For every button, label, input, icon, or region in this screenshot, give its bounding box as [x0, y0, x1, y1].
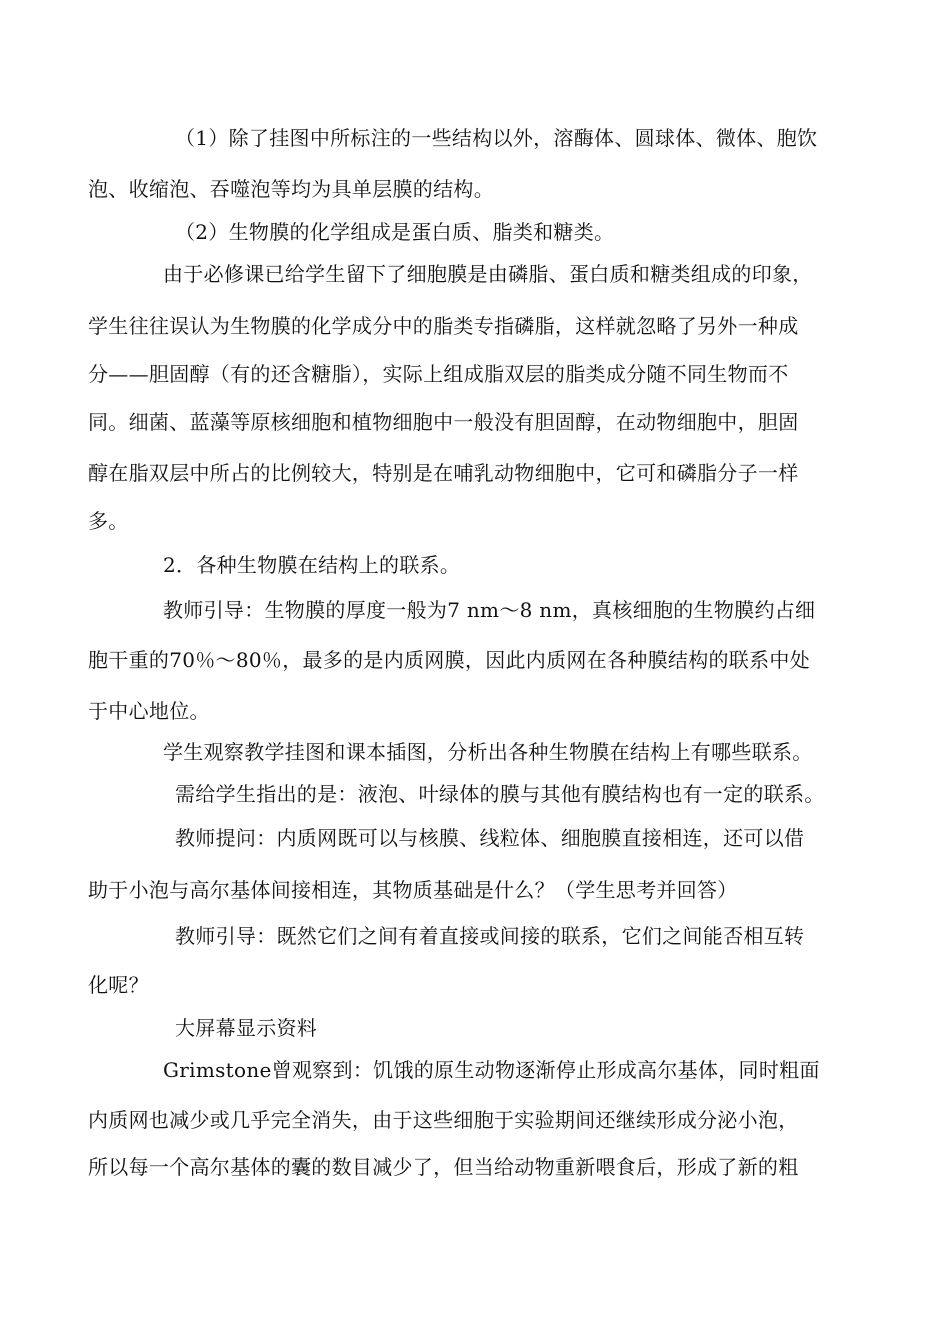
text-line: 泡、收缩泡、吞噬泡等均为具单层膜的结构。 — [88, 177, 494, 201]
text-line: 分——胆固醇（有的还含糖脂），实际上组成脂双层的脂类成分随不同生物而不 — [88, 362, 789, 386]
text-line: 2．各种生物膜在结构上的联系。 — [163, 553, 461, 577]
text-line: Grimstone曾观察到：饥饿的原生动物逐渐停止形成高尔基体，同时粗面 — [163, 1058, 820, 1082]
text-line: 教师提问：内质网既可以与核膜、线粒体、细胞膜直接相连，还可以借 — [175, 826, 805, 850]
text-line: 教师引导：生物膜的厚度一般为7 nm～8 nm，真核细胞的生物膜约占细 — [163, 598, 816, 622]
text-line: 醇在脂双层中所占的比例较大，特别是在哺乳动物细胞中，它可和磷脂分子一样 — [88, 461, 799, 485]
text-line: 需给学生指出的是：液泡、叶绿体的膜与其他有膜结构也有一定的联系。 — [175, 782, 825, 806]
text-line: 于中心地位。 — [88, 699, 210, 723]
text-line: （2）生物膜的化学组成是蛋白质、脂类和糖类。 — [175, 220, 615, 244]
text-line: 同。细菌、蓝藻等原核细胞和植物细胞中一般没有胆固醇，在动物细胞中，胆固 — [88, 410, 799, 434]
text-line: 助于小泡与高尔基体间接相连，其物质基础是什么？（学生思考并回答） — [88, 878, 738, 902]
text-line: 教师引导：既然它们之间有着直接或间接的联系，它们之间能否相互转 — [175, 924, 805, 948]
text-line: 所以每一个高尔基体的囊的数目减少了，但当给动物重新喂食后，形成了新的粗 — [88, 1155, 799, 1179]
text-line: 大屏幕显示资料 — [175, 1016, 318, 1040]
text-line: 化呢？ — [88, 973, 149, 997]
text-line: 胞干重的70％～80％，最多的是内质网膜，因此内质网在各种膜结构的联系中处 — [88, 648, 810, 672]
text-line: 多。 — [88, 509, 129, 533]
text-line: 学生往往误认为生物膜的化学成分中的脂类专指磷脂，这样就忽略了另外一种成 — [88, 314, 799, 338]
text-line: 由于必修课已给学生留下了细胞膜是由磷脂、蛋白质和糖类组成的印象， — [163, 262, 813, 286]
text-line: （1）除了挂图中所标注的一些结构以外，溶酶体、圆球体、微体、胞饮 — [175, 126, 818, 150]
text-line: 学生观察教学挂图和课本插图，分析出各种生物膜在结构上有哪些联系。 — [163, 740, 813, 764]
text-line: 内质网也减少或几乎完全消失，由于这些细胞于实验期间还继续形成分泌小泡， — [88, 1108, 799, 1132]
